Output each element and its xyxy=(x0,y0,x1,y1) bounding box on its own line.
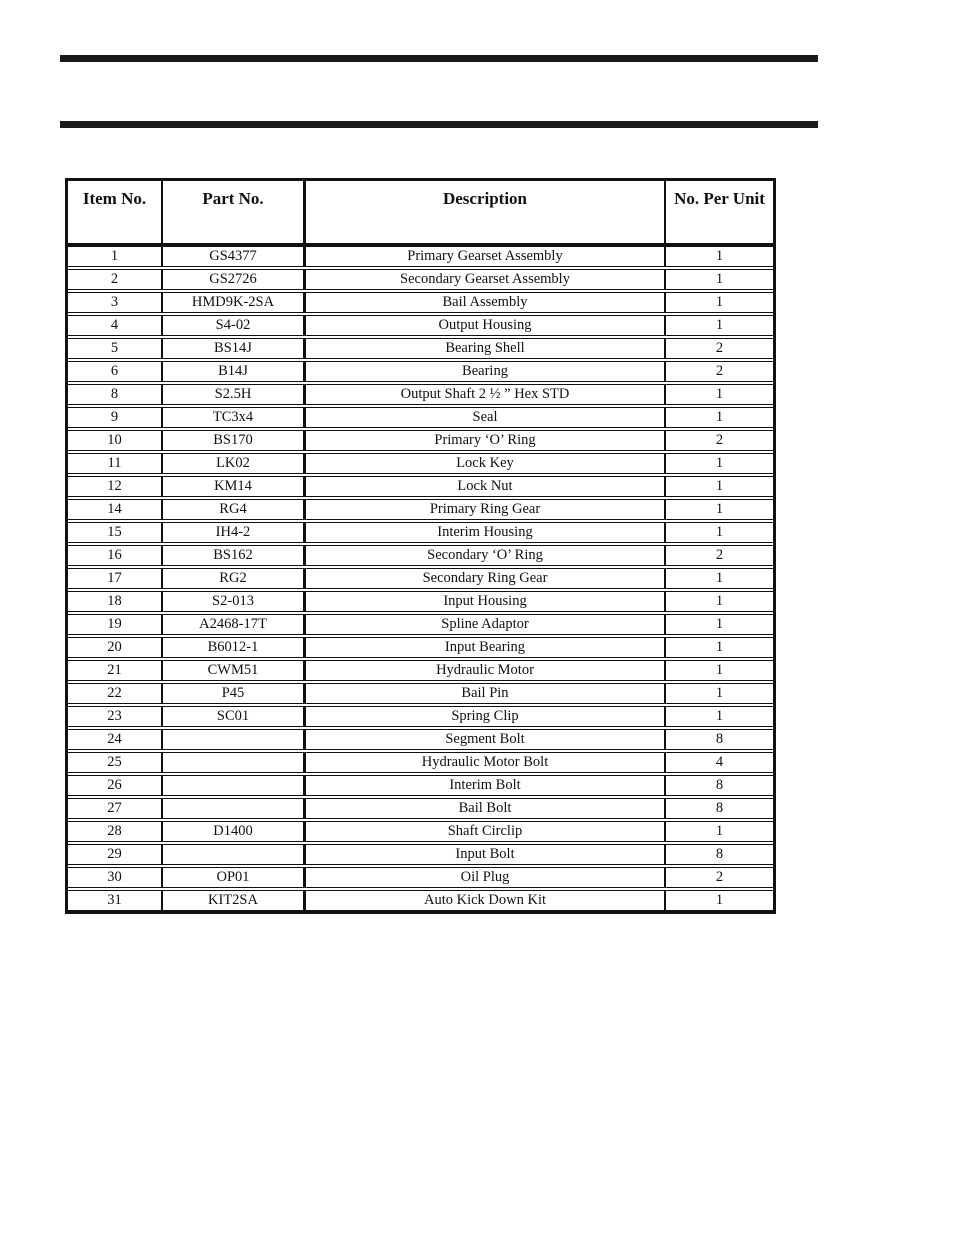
item-no-cell: 21 xyxy=(68,661,163,680)
description-cell: Secondary ‘O’ Ring xyxy=(306,546,666,565)
table-row xyxy=(68,246,773,267)
table-row xyxy=(68,522,773,543)
table-row xyxy=(68,407,773,428)
table-row xyxy=(68,269,773,290)
description-cell: Bail Assembly xyxy=(306,293,666,312)
qty-cell: 8 xyxy=(715,777,724,793)
horizontal-rule-second xyxy=(60,121,818,128)
description-cell: Segment Bolt xyxy=(306,730,666,749)
part-no-cell: D1400 xyxy=(163,822,306,841)
table-row xyxy=(68,844,773,865)
part-no-cell: HMD9K-2SA xyxy=(163,293,306,312)
description-cell: Secondary Gearset Assembly xyxy=(306,270,666,289)
part-no-cell: CWM51 xyxy=(163,661,306,680)
qty-cell: 1 xyxy=(715,593,724,609)
table-row xyxy=(68,384,773,405)
item-no-cell: 1 xyxy=(68,247,163,266)
description-cell: Shaft Circlip xyxy=(306,822,666,841)
item-no-cell: 17 xyxy=(68,569,163,588)
qty-cell: 1 xyxy=(715,248,724,264)
description-cell: Spring Clip xyxy=(306,707,666,726)
item-no-cell: 26 xyxy=(68,776,163,795)
item-no-cell: 20 xyxy=(68,638,163,657)
qty-cell: 2 xyxy=(715,869,724,885)
description-cell: Lock Key xyxy=(306,454,666,473)
qty-cell: 1 xyxy=(715,271,724,287)
description-cell: Auto Kick Down Kit xyxy=(306,891,666,910)
part-no-cell: P45 xyxy=(163,684,306,703)
qty-cell: 1 xyxy=(715,455,724,471)
qty-cell: 1 xyxy=(715,662,724,678)
description-cell: Hydraulic Motor Bolt xyxy=(306,753,666,772)
description-cell: Lock Nut xyxy=(306,477,666,496)
table-row xyxy=(68,315,773,336)
table-row xyxy=(68,476,773,497)
description-cell: Primary Gearset Assembly xyxy=(306,247,666,266)
part-no-cell xyxy=(163,845,306,864)
item-no-cell: 25 xyxy=(68,753,163,772)
part-no-cell: BS170 xyxy=(163,431,306,450)
parts-list-table xyxy=(65,178,776,914)
description-cell: Output Shaft 2 ½ ” Hex STD xyxy=(306,385,666,404)
qty-cell: 1 xyxy=(715,478,724,494)
description-cell: Output Housing xyxy=(306,316,666,335)
item-no-cell: 9 xyxy=(68,408,163,427)
description-cell: Input Housing xyxy=(306,592,666,611)
column-header-description: Description xyxy=(306,181,666,243)
qty-cell: 2 xyxy=(715,340,724,356)
table-header-row xyxy=(68,181,773,246)
part-no-cell: S4-02 xyxy=(163,316,306,335)
item-no-cell: 28 xyxy=(68,822,163,841)
qty-cell: 8 xyxy=(715,731,724,747)
qty-cell: 1 xyxy=(715,685,724,701)
table-row xyxy=(68,568,773,589)
table-row xyxy=(68,637,773,658)
item-no-cell: 4 xyxy=(68,316,163,335)
table-row xyxy=(68,453,773,474)
table-row xyxy=(68,545,773,566)
description-cell: Hydraulic Motor xyxy=(306,661,666,680)
item-no-cell: 19 xyxy=(68,615,163,634)
table-row xyxy=(68,798,773,819)
qty-cell: 1 xyxy=(715,639,724,655)
part-no-cell: LK02 xyxy=(163,454,306,473)
qty-cell: 1 xyxy=(715,294,724,310)
qty-cell: 1 xyxy=(715,708,724,724)
part-no-cell: S2-013 xyxy=(163,592,306,611)
qty-cell: 2 xyxy=(715,547,724,563)
qty-cell: 1 xyxy=(715,892,724,908)
description-cell: Primary ‘O’ Ring xyxy=(306,431,666,450)
item-no-cell: 27 xyxy=(68,799,163,818)
qty-cell: 1 xyxy=(715,524,724,540)
item-no-cell: 2 xyxy=(68,270,163,289)
part-no-cell: OP01 xyxy=(163,868,306,887)
table-row xyxy=(68,867,773,888)
part-no-cell: GS4377 xyxy=(163,247,306,266)
table-row xyxy=(68,706,773,727)
qty-cell: 8 xyxy=(715,846,724,862)
item-no-cell: 30 xyxy=(68,868,163,887)
description-cell: Interim Housing xyxy=(306,523,666,542)
part-no-cell: TC3x4 xyxy=(163,408,306,427)
table-row xyxy=(68,752,773,773)
item-no-cell: 23 xyxy=(68,707,163,726)
table-row xyxy=(68,683,773,704)
item-no-cell: 11 xyxy=(68,454,163,473)
part-no-cell: B14J xyxy=(163,362,306,381)
part-no-cell xyxy=(163,730,306,749)
qty-cell: 1 xyxy=(715,570,724,586)
description-cell: Primary Ring Gear xyxy=(306,500,666,519)
table-row xyxy=(68,729,773,750)
part-no-cell: RG4 xyxy=(163,500,306,519)
item-no-cell: 31 xyxy=(68,891,163,910)
part-no-cell: A2468-17T xyxy=(163,615,306,634)
part-no-cell: BS162 xyxy=(163,546,306,565)
description-cell: Oil Plug xyxy=(306,868,666,887)
column-header-no-per-unit: No. Per Unit xyxy=(674,189,765,208)
description-cell: Bail Bolt xyxy=(306,799,666,818)
description-cell: Input Bolt xyxy=(306,845,666,864)
description-cell: Input Bearing xyxy=(306,638,666,657)
qty-cell: 1 xyxy=(715,386,724,402)
description-cell: Spline Adaptor xyxy=(306,615,666,634)
qty-cell: 2 xyxy=(715,363,724,379)
qty-cell: 1 xyxy=(715,409,724,425)
item-no-cell: 16 xyxy=(68,546,163,565)
qty-cell: 1 xyxy=(715,501,724,517)
item-no-cell: 29 xyxy=(68,845,163,864)
qty-cell: 1 xyxy=(715,317,724,333)
item-no-cell: 8 xyxy=(68,385,163,404)
table-body xyxy=(68,246,773,911)
item-no-cell: 12 xyxy=(68,477,163,496)
column-header-item-no: Item No. xyxy=(68,181,163,243)
table-row xyxy=(68,499,773,520)
item-no-cell: 10 xyxy=(68,431,163,450)
table-row xyxy=(68,660,773,681)
item-no-cell: 5 xyxy=(68,339,163,358)
qty-cell: 4 xyxy=(715,754,724,770)
table-row xyxy=(68,338,773,359)
part-no-cell: BS14J xyxy=(163,339,306,358)
item-no-cell: 6 xyxy=(68,362,163,381)
table-row xyxy=(68,775,773,796)
description-cell: Bail Pin xyxy=(306,684,666,703)
item-no-cell: 24 xyxy=(68,730,163,749)
part-no-cell: KM14 xyxy=(163,477,306,496)
part-no-cell: KIT2SA xyxy=(163,891,306,910)
table-row xyxy=(68,890,773,911)
table-row xyxy=(68,361,773,382)
part-no-cell: GS2726 xyxy=(163,270,306,289)
part-no-cell: S2.5H xyxy=(163,385,306,404)
table-row xyxy=(68,292,773,313)
part-no-cell: RG2 xyxy=(163,569,306,588)
table-row xyxy=(68,614,773,635)
qty-cell: 8 xyxy=(715,800,724,816)
horizontal-rule-top xyxy=(60,55,818,62)
qty-cell: 1 xyxy=(715,823,724,839)
table-row xyxy=(68,821,773,842)
item-no-cell: 3 xyxy=(68,293,163,312)
item-no-cell: 22 xyxy=(68,684,163,703)
item-no-cell: 14 xyxy=(68,500,163,519)
item-no-cell: 15 xyxy=(68,523,163,542)
part-no-cell: B6012-1 xyxy=(163,638,306,657)
qty-cell: 1 xyxy=(715,616,724,632)
description-cell: Seal xyxy=(306,408,666,427)
table-row xyxy=(68,591,773,612)
part-no-cell xyxy=(163,776,306,795)
description-cell: Bearing xyxy=(306,362,666,381)
column-header-part-no: Part No. xyxy=(163,181,306,243)
part-no-cell xyxy=(163,753,306,772)
description-cell: Secondary Ring Gear xyxy=(306,569,666,588)
part-no-cell: IH4-2 xyxy=(163,523,306,542)
description-cell: Interim Bolt xyxy=(306,776,666,795)
part-no-cell: SC01 xyxy=(163,707,306,726)
item-no-cell: 18 xyxy=(68,592,163,611)
description-cell: Bearing Shell xyxy=(306,339,666,358)
qty-cell: 2 xyxy=(715,432,724,448)
part-no-cell xyxy=(163,799,306,818)
table-row xyxy=(68,430,773,451)
